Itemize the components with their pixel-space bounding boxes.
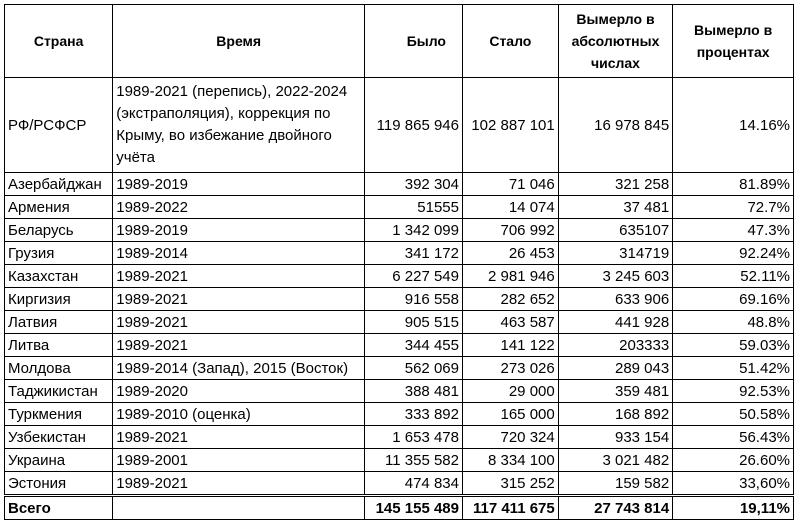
total-pct: 19,11%: [673, 496, 794, 520]
table-row: [5, 173, 794, 196]
cell-time: 1989-2021: [113, 265, 365, 288]
cell-died-abs: 289 043: [558, 357, 672, 380]
cell-was: 1 653 478: [365, 426, 463, 449]
cell-country: Украина: [5, 449, 113, 472]
cell-died-abs: 159 582: [558, 472, 672, 496]
header-died-abs: Вымерло в абсолютных числах: [558, 5, 672, 78]
table-row: [5, 78, 794, 173]
cell-country: Азербайджан: [5, 173, 113, 196]
header-now: Стало: [462, 5, 558, 78]
cell-was: 344 455: [365, 334, 463, 357]
table-row: [5, 311, 794, 334]
cell-time: 1989-2021: [113, 426, 365, 449]
cell-time: 1989-2021: [113, 311, 365, 334]
cell-died-pct: 69.16%: [673, 288, 794, 311]
cell-died-pct: 48.8%: [673, 311, 794, 334]
cell-time: 1989-2014 (Запад), 2015 (Восток): [113, 357, 365, 380]
cell-died-pct: 33,60%: [673, 472, 794, 496]
table-row: [5, 242, 794, 265]
cell-was: 119 865 946: [365, 78, 463, 173]
cell-died-abs: 168 892: [558, 403, 672, 426]
cell-time: 1989-2014: [113, 242, 365, 265]
cell-died-pct: 56.43%: [673, 426, 794, 449]
total-was: 145 155 489: [365, 496, 463, 520]
cell-now: 102 887 101: [462, 78, 558, 173]
cell-now: 8 334 100: [462, 449, 558, 472]
cell-now: 141 122: [462, 334, 558, 357]
table-row: [5, 265, 794, 288]
cell-country: Литва: [5, 334, 113, 357]
cell-now: 26 453: [462, 242, 558, 265]
cell-country: Грузия: [5, 242, 113, 265]
cell-died-pct: 59.03%: [673, 334, 794, 357]
cell-now: 463 587: [462, 311, 558, 334]
table-footer: [5, 496, 794, 520]
table-row: [5, 219, 794, 242]
table-row: [5, 380, 794, 403]
cell-now: 720 324: [462, 426, 558, 449]
cell-died-abs: 37 481: [558, 196, 672, 219]
cell-country: Таджикистан: [5, 380, 113, 403]
cell-time: 1989-2001: [113, 449, 365, 472]
cell-now: 29 000: [462, 380, 558, 403]
cell-now: 2 981 946: [462, 265, 558, 288]
cell-country: Узбекистан: [5, 426, 113, 449]
cell-died-abs: 359 481: [558, 380, 672, 403]
cell-died-pct: 92.53%: [673, 380, 794, 403]
cell-time: 1989-2010 (оценка): [113, 403, 365, 426]
table-row: [5, 357, 794, 380]
header-died-pct: Вымерло в процентах: [673, 5, 794, 78]
cell-died-pct: 47.3%: [673, 219, 794, 242]
table-row: [5, 334, 794, 357]
cell-time: 1989-2020: [113, 380, 365, 403]
cell-was: 392 304: [365, 173, 463, 196]
cell-died-abs: 441 928: [558, 311, 672, 334]
cell-country: Туркмения: [5, 403, 113, 426]
cell-was: 341 172: [365, 242, 463, 265]
cell-time: 1989-2019: [113, 219, 365, 242]
cell-died-abs: 16 978 845: [558, 78, 672, 173]
cell-country: Киргизия: [5, 288, 113, 311]
total-abs: 27 743 814: [558, 496, 672, 520]
cell-time: 1989-2021: [113, 334, 365, 357]
header-country: Страна: [5, 5, 113, 78]
cell-died-abs: 3 245 603: [558, 265, 672, 288]
cell-now: 315 252: [462, 472, 558, 496]
table-row: [5, 196, 794, 219]
table-row: [5, 449, 794, 472]
cell-country: Молдова: [5, 357, 113, 380]
cell-died-pct: 51.42%: [673, 357, 794, 380]
cell-was: 474 834: [365, 472, 463, 496]
table-row: [5, 472, 794, 496]
header-time: Время: [113, 5, 365, 78]
cell-died-pct: 50.58%: [673, 403, 794, 426]
cell-now: 165 000: [462, 403, 558, 426]
cell-was: 916 558: [365, 288, 463, 311]
cell-now: 706 992: [462, 219, 558, 242]
cell-died-pct: 26.60%: [673, 449, 794, 472]
cell-now: 14 074: [462, 196, 558, 219]
header-row: [5, 5, 794, 78]
cell-time: 1989-2022: [113, 196, 365, 219]
cell-died-pct: 81.89%: [673, 173, 794, 196]
cell-died-abs: 321 258: [558, 173, 672, 196]
cell-was: 1 342 099: [365, 219, 463, 242]
cell-country: РФ/РСФСР: [5, 78, 113, 173]
cell-died-abs: 203333: [558, 334, 672, 357]
cell-died-abs: 635107: [558, 219, 672, 242]
cell-was: 51555: [365, 196, 463, 219]
cell-was: 333 892: [365, 403, 463, 426]
cell-was: 11 355 582: [365, 449, 463, 472]
cell-now: 273 026: [462, 357, 558, 380]
table-row: [5, 403, 794, 426]
table-header: [5, 5, 794, 78]
cell-died-pct: 72.7%: [673, 196, 794, 219]
total-time: [113, 496, 365, 520]
cell-died-pct: 52.11%: [673, 265, 794, 288]
cell-now: 282 652: [462, 288, 558, 311]
total-row: [5, 496, 794, 520]
cell-was: 6 227 549: [365, 265, 463, 288]
cell-died-abs: 3 021 482: [558, 449, 672, 472]
cell-died-pct: 92.24%: [673, 242, 794, 265]
cell-time: 1989-2021 (перепись), 2022-2024 (экстраполяция), коррекция по Крыму, во избежание двойного учёта: [113, 78, 365, 173]
cell-country: Казахстан: [5, 265, 113, 288]
table-row: [5, 288, 794, 311]
cell-now: 71 046: [462, 173, 558, 196]
cell-time: 1989-2021: [113, 288, 365, 311]
cell-died-pct: 14.16%: [673, 78, 794, 173]
cell-died-abs: 314719: [558, 242, 672, 265]
table-body: [5, 78, 794, 496]
cell-time: 1989-2021: [113, 472, 365, 496]
cell-died-abs: 933 154: [558, 426, 672, 449]
total-label: Всего: [5, 496, 113, 520]
cell-was: 905 515: [365, 311, 463, 334]
total-now: 117 411 675: [462, 496, 558, 520]
header-was: Было: [365, 5, 463, 78]
population-table: [4, 4, 794, 520]
cell-was: 388 481: [365, 380, 463, 403]
cell-was: 562 069: [365, 357, 463, 380]
cell-died-abs: 633 906: [558, 288, 672, 311]
cell-country: Беларусь: [5, 219, 113, 242]
cell-country: Армения: [5, 196, 113, 219]
cell-country: Латвия: [5, 311, 113, 334]
table-row: [5, 426, 794, 449]
cell-time: 1989-2019: [113, 173, 365, 196]
cell-country: Эстония: [5, 472, 113, 496]
